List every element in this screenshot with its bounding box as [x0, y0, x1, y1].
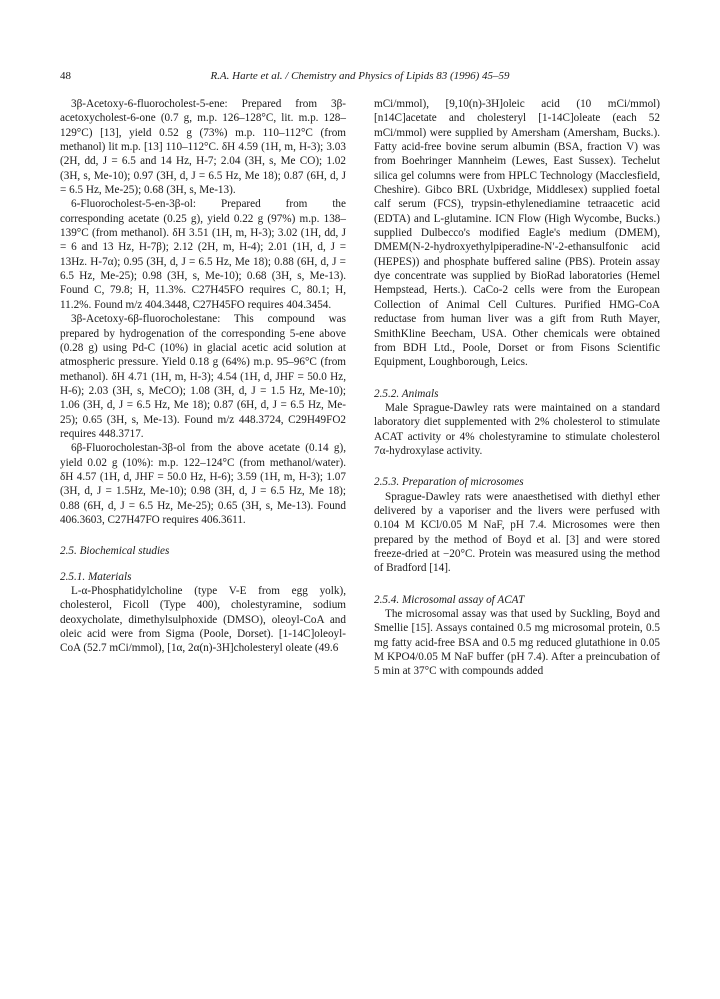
- left-column: [60, 97, 346, 656]
- subsection-heading-materials: 2.5.1. Materials: [60, 570, 132, 583]
- paragraph-acat-assay: The microsomal assay was that used by Suckling, Boyd and Smellie [15]. Assays contained 0.5 mg microsomal protein, 0.5 mg fatty acid-free BSA and 0.5 mg reduced glutathione in 0.05 M KPO4/0.05 M NaF buffer (pH 7.4). After a preincubation of 5 min at 37°C with compounds added: [374, 608, 660, 678]
- paragraph-materials-continued: mCi/mmol), [9,10(n)-3H]oleic acid (10 mCi/mmol) [n14C]acetate and cholesteryl [1-14C]oleate (each 52 mCi/mmol) were supplied by Amersham (Amersham, Bucks.). Fatty acid-free bovine serum albumin (BSA, fraction V) was from Boehringer Mannheim (Lewes, East Sussex). Techelut silica gel columns were from HPLC Technology (Macclesfield, Cheshire). Gibco BRL (Uxbridge, Middlesex) supplied foetal calf serum (FCS), trypsin-ethylenediamine tetraacetic acid (EDTA) and L-glutamine. ICN Flow (High Wycombe, Bucks.) supplied Dulbecco's modified Eagle's medium (DMEM), DMEM(N-2-hydroxyethylpiperadine-N′-2-ethansulfonic acid (HEPES)) and phosphate buffered saline (PBS). Protein assay dye concentrate was supplied by BioRad laboratories (Hemel Hempstead, Herts.). CaCo-2 cells were from the European Collection of Animal Cell Cultures. Purified HMG-CoA reductase from human liver was a gift from Ruth Mayer, SmithKline Beecham, USA. Other chemicals were obtained from BDH Ltd., Poole, Dorset or from Fisons Scientific Equipment, Loughborough, Leics.: [374, 98, 660, 369]
- paragraph-microsomes: Sprague-Dawley rats were anaesthetised with diethyl ether delivered by a vaporiser and the livers were perfused with 0.104 M KCl/0.05 M NaF, pH 7.4. Microsomes were then prepared by the method of Boyd et al. [3] and were stored freeze-dried at −20°C. Protein was measured using the method of Bradford [14].: [374, 490, 660, 575]
- running-head: R.A. Harte et al. / Chemistry and Physics of Lipids 83 (1996) 45–59: [210, 70, 510, 82]
- paragraph-animals: Male Sprague-Dawley rats were maintained on a standard laboratory diet supplemented with 2% cholesterol to stimulate ACAT activity or 4% cholestyramine to stimulate cholesterol 7α-hydroxylase activity.: [374, 401, 660, 457]
- subsection-heading-microsomes: 2.5.3. Preparation of microsomes: [374, 476, 524, 489]
- right-column: [374, 97, 660, 679]
- paragraph-acetoxy-fluorocholestane: 3β-Acetoxy-6β-fluorocholestane: This compound was prepared by hydrogenation of the corresponding 5-ene above (0.28 g) using Pd-C (10%) in glacial acetic acid solution at atmospheric pressure. Yield 0.18 g (64%) m.p. 95–96°C (from methanol). δH 4.71 (1H, m, H-3); 4.54 (1H, d, JHF = 50.0 Hz, H-6); 2.03 (3H, s, MeCO); 1.08 (3H, d, J = 1.5 Hz, Me-10); 1.06 (3H, d, J = 6.5 Hz, Me 18); 0.87 (6H, d, J = 6.5 Hz, Me-25); 0.65 (3H, s, Me-13). Found m/z 448.3724, C29H49FO2 requires 448.3717.: [60, 313, 346, 440]
- paragraph-fluorocholestenol: 6-Fluorocholest-5-en-3β-ol: Prepared from the corresponding acetate (0.25 g), yield 0.22 g (97%) m.p. 138–139°C (from methanol). δH 3.51 (1H, m, H-3); 3.02 (1H, dd, J = 6 and 13 Hz, H-7β); 2.12 (2H, m, H-4); 2.01 (1H, d, J = 13Hz. H-7α); 0.95 (3H, d, J = 6.5 Hz, Me 18); 0.88 (6H, d, J = 6.5 Hz, Me-25); 0.98 (3H, s, Me-10); 0.68 (3H, s, Me-13). Found C, 79.8; H, 11.3%. C27H45FO requires C, 80.1; H, 11.2%. Found m/z 404.3448, C27H45FO requires 404.3454.: [60, 198, 346, 311]
- subsection-heading-animals: 2.5.2. Animals: [374, 387, 439, 400]
- paragraph-materials: L-α-Phosphatidylcholine (type V-E from egg yolk), cholesterol, Ficoll (Type 400), cholestyramine, sodium deoxycholate, dimethylsulphoxide (DMSO), oleoyl-CoA and oleic acid were from Sigma (Poole, Dorset). [1-14C]oleoyl-CoA (52.7 mCi/mmol), [1α, 2α(n)-3H]cholesteryl oleate (49.6: [60, 585, 346, 655]
- paragraph-acetoxy-fluorocholestene: 3β-Acetoxy-6-fluorocholest-5-ene: Prepared from 3β-acetoxycholest-6-one (0.7 g, m.p. 126–128°C, lit. m.p. 128–129°C) [13], yield 0.52 g (73%) m.p. 110–112°C (from methanol) lit m.p. [13] 110–112°C. δH 4.59 (1H, m, H-3); 3.03 (2H, dd, J = 6.5 and 14 Hz, H-7; 2.04 (3H, s, Me CO); 1.02 (3H, s, Me-10); 0.97 (3H, d, J = 6.5 Hz, Me 18); 0.87 (6H, d, J = 6.5 Hz, Me-25); 0.68 (3H, s, Me-13).: [60, 98, 346, 197]
- paragraph-fluorocholestanol: 6β-Fluorocholestan-3β-ol from the above acetate (0.14 g), yield 0.02 g (10%): m.p. 122–124°C (from methanol/water). δH 4.57 (1H, d, JHF = 50.0 Hz, H-6); 3.59 (1H, m, H-3); 1.07 (3H, d, J = 1.5Hz, Me-10); 0.98 (3H, d, J = 6.5 Hz, Me 18); 0.88 (6H, d, J = 6.5 Hz, Me-25); 0.65 (3H, s, Me-13). Found 406.3603, C27H47FO requires 406.3611.: [60, 442, 346, 526]
- subsection-heading-acat-assay: 2.5.4. Microsomal assay of ACAT: [374, 593, 525, 606]
- section-heading-biochemical-studies: 2.5. Biochemical studies: [60, 545, 170, 558]
- page-number: 48: [60, 70, 71, 82]
- page-header: [60, 70, 660, 84]
